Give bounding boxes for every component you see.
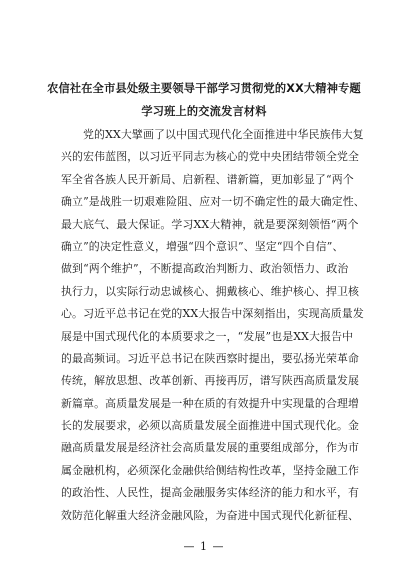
body-line: 的政治性、人民性，提高金融服务实体经济的能力和水平，有 [61,486,360,500]
body-line: 最大底气、最大保证。学习XX大精神，就是要深刻领悟“两个 [61,217,359,231]
body-line: 属金融机构，必须深化金融供给侧结构性改革，坚持金融工作 [61,463,360,477]
body-line: 效防范化解重大经济金融风险，为奋进中国式现代化新征程、 [61,508,360,522]
body-line: 融高质量发展是经济社会高质量发展的重要组成部分，作为市 [61,441,360,455]
body-line: 军全省各族人民开新局、启新程、谱新篇，更加彰显了“两个 [61,172,354,186]
body-line: 确立”的决定性意义，增强“四个意识”、坚定“四个自信”、 [61,239,344,253]
document-body [61,124,365,527]
document-title-line-1: 农信社在全市县处级主要领导干部学习贯彻党的XX大精神专题 [47,82,361,95]
body-line: 心。习近平总书记在党的XX大报告中深刻指出，实现高质量发 [61,307,364,321]
document-title-line-2: 学习班上的交流发言材料 [141,105,267,118]
body-line: 兴的宏伟蓝图，以习近平同志为核心的党中央团结带领全党全 [61,150,360,164]
body-line: 确立”是战胜一切艰难险阻、应对一切不确定性的最大确定性、 [61,195,365,209]
body-line: 执行力，以实际行动忠诚核心、拥戴核心、维护核心、捍卫核 [61,284,360,298]
page-number: — 1 — [183,540,225,553]
body-line: 的最高频词。习近平总书记在陕西察时提出，要弘扬光荣革命 [61,351,360,365]
body-line: 展是中国式现代化的本质要求之一，“发展”也是XX大报告中 [61,329,354,343]
body-line: 长的发展要求，必须以高质量发展全面推进中国式现代化。金 [61,419,360,433]
body-line: 传统，解放思想、改革创新、再接再厉，谱写陕西高质量发展 [61,374,360,388]
body-line: 做到“两个维护”，不断提高政治判断力、政治领悟力、政治 [61,262,349,276]
body-line: 新篇章。高质量发展是一种在质的有效提升中实现量的合理增 [61,396,360,410]
body-line: 党的XX大擘画了以中国式现代化全面推进中华民族伟大复 [83,128,364,141]
